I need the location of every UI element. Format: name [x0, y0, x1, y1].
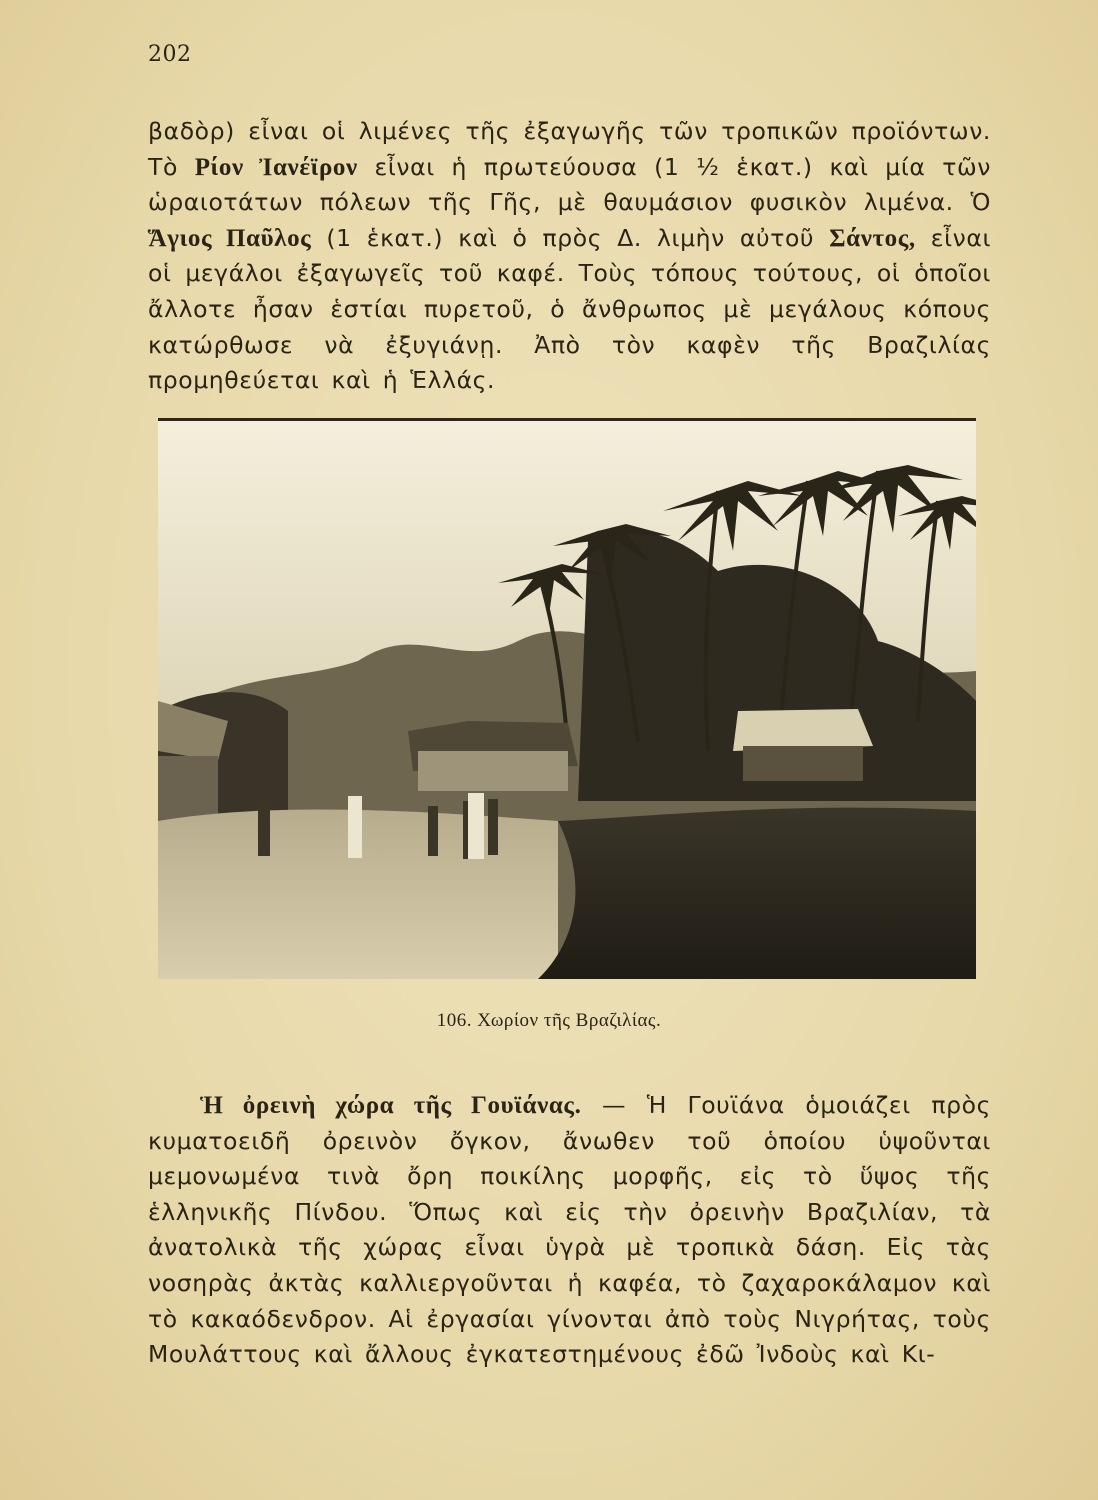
place-santos: Σάντος,	[829, 224, 916, 252]
place-rio-de-janeiro: Ρίον Ἰανέϊρον	[194, 153, 358, 181]
text-segment: εἶναι οἱ μεγάλοι ἐξαγωγεῖς τοῦ καφέ. Τοὺς τόπους τούτους, οἱ ὁποῖοι ἄλλοτε ἦσαν ἑστίαι πυρετοῦ, ὁ ἄνθρωπος μὲ μεγάλους κόπους κατώρθωσε νὰ ἐξυγιάνῃ. Ἀπὸ τὸν καφὲν τῆς Βραζιλίας προμηθεύεται καὶ ἡ Ἑλλάς.	[148, 223, 991, 395]
paragraph-guiana	[148, 1088, 991, 1373]
village-photograph	[158, 418, 976, 979]
paragraph-brazil-ports	[148, 114, 991, 399]
text-segment: βαδὸρ) εἶναι οἱ λιμένες τῆς ἐξαγωγῆς τῶν τροπικῶν προϊόντων. Τὸ	[148, 117, 991, 181]
page-number: 202	[148, 42, 192, 67]
heading-dash: —	[581, 1091, 647, 1119]
paragraph-text: Ἡ Γουϊάνα ὁμοιάζει πρὸς κυματοειδῆ ὀρεινὸν ὄγκον, ἄνωθεν τοῦ ὁποίου ὑψοῦνται μεμονωμένα τινὰ ὄρη ποικίλης μορφῆς, εἰς τὸ ὕψος τῆς ἑλληνικῆς Πίνδου. Ὅπως καὶ εἰς τὴν ὀρεινὴν Βραζιλίαν, τὰ ἀνατολικὰ τῆς χώρας εἶναι ὑγρὰ μὲ τροπικὰ δάση. Εἰς τὰς νοσηρὰς ἀκτὰς καλλιεργοῦνται ἡ καφέα, τὸ ζαχαροκάλαμον καὶ τὸ κακαόδενδρον. Αἱ ἐργασίαι γίνονται ἀπὸ τοὺς Νιγρήτας, τοὺς Μουλάττους καὶ ἄλλους ἐγκατεστημένους ἐδῶ Ἰνδοὺς καὶ Κι-	[148, 1091, 992, 1369]
place-sao-paulo: Ἅγιος Παῦλος	[148, 224, 312, 252]
figure-caption: 106. Χωρίον τῆς Βραζιλίας.	[436, 1010, 662, 1031]
text-segment: εἶναι ἡ πρωτεύουσα (1 ½ ἑκατ.) καὶ μία τῶν ὡραιοτάτων πόλεων τῆς Γῆς, μὲ θαυμάσιον φυσικὸν λιμένα. Ὁ	[148, 152, 991, 217]
section-heading: Ἡ ὀρεινὴ χώρα τῆς Γουϊάνας.	[200, 1092, 582, 1119]
text-segment: (1 ἑκατ.) καὶ ὁ πρὸς Δ. λιμὴν αὐτοῦ	[311, 223, 830, 252]
photo-illustration	[158, 421, 976, 979]
